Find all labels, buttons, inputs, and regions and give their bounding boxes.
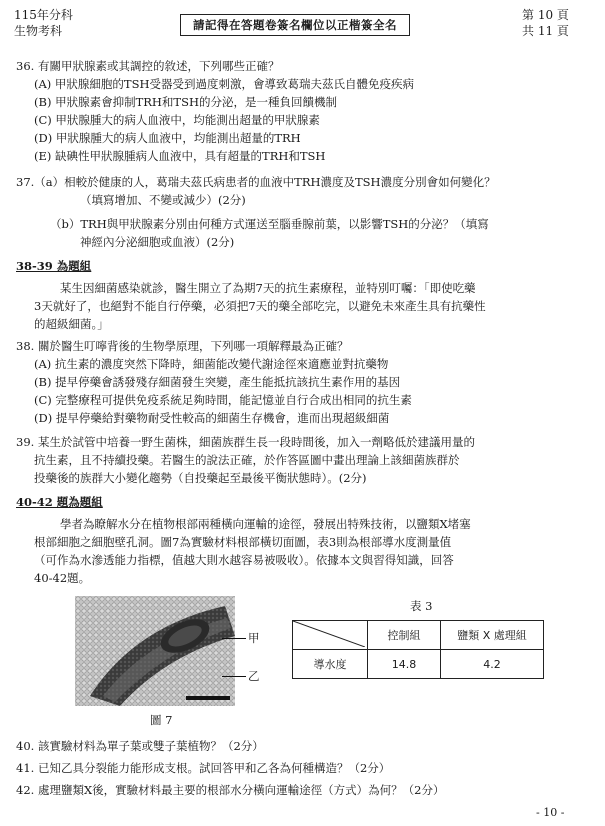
question-42: 42. 處理鹽類X後，實驗材料最主要的根部水分橫向運輸途徑（方式）為何？（2分） [16,783,445,797]
question-39-line3: 投藥後的族群大小變化趨勢（自投藥起至最後平衡狀態時）。(2分) [34,471,367,485]
q38-option-d: (D) 提早停藥給對藥物耐受性較高的細菌生存機會，進而出現超級細菌 [34,411,390,425]
root-cross-section-figure [75,596,235,706]
question-38-stem: 38. 關於醫生叮嚀背後的生物學原理，下列哪一項解釋最為正確？ [16,339,349,353]
q38-option-c: (C) 完整療程可提供免疫系統足夠時間，能記憶並自行合成出相同的抗生素 [34,393,412,407]
root-micrograph-image [75,596,235,706]
table-cell-treatment: 4.2 [441,650,544,679]
table-row-label: 導水度 [293,650,368,679]
figure-label-jia: 甲 [248,631,260,645]
q36-option-a: (A) 甲狀腺細胞的TSH受器受到過度刺激，會導致葛瑞夫茲氏自體免疫疾病 [34,77,415,91]
question-36-stem: 36. 有關甲狀腺素或其調控的敘述，下列哪些正確？ [16,59,280,73]
table-col-control: 控制組 [368,621,441,650]
question-40: 40. 該實驗材料為單子葉或雙子葉植物？（2分） [16,739,264,753]
q36-option-e: (E) 缺碘性甲狀腺腫病人血液中，具有超量的TRH和TSH [34,149,326,163]
question-39-line1: 39. 某生於試管中培養一野生菌株，細菌族群生長一段時間後，加入一劑略低於建議用量的 [16,435,475,449]
group1-para-line1: 某生因細菌感染就診，醫生開立了為期7天的抗生素療程，並特別叮囑：「即使吃藥 [60,281,476,295]
q38-option-a: (A) 抗生素的濃度突然下降時，細菌能改變代謝途徑來適應並對抗藥物 [34,357,389,371]
total-pages: 共 11 頁 [522,24,569,38]
question-39-line2: 抗生素，且不持續投藥。若醫生的說法正確，於作答區圖中畫出理論上該細菌族群於 [34,453,460,467]
table-3-caption: 表 3 [410,599,433,613]
question-37b-line1: （b）TRH與甲狀腺素分別由何種方式運送至腦垂腺前葉，以影響TSH的分泌？（填寫 [50,217,489,231]
label-yi-pointer [222,676,246,677]
q36-option-c: (C) 甲狀腺腫大的病人血液中，均能測出超量的甲狀腺素 [34,113,320,127]
table-cell-control: 14.8 [368,650,441,679]
group1-para-line2: 3天就好了，也絕對不能自行停藥，必須把7天的藥全部吃完，以避免未來產生具有抗藥性 [34,299,486,313]
question-group-38-39-title: 38-39 為題組 [16,259,92,273]
table-3 [292,620,544,679]
page-number: 第 10 頁 [522,8,569,22]
scale-bar [186,696,230,700]
q38-option-b: (B) 提早停藥會誘發殘存細菌發生突變，產生能抵抗該抗生素作用的基因 [34,375,401,389]
group2-para-line2: 根部細胞之細胞壁孔洞。圖7為實驗材料根部橫切面圖，表3則為根部導水度測量值 [34,535,452,549]
exam-year-subject: 115年分科 [14,8,73,22]
figure-label-yi: 乙 [248,669,260,683]
group2-para-line3: （可作為水滲透能力指標，值越大則水越容易被吸收）。依據本文與習得知識，回答 [34,553,454,567]
diagonal-line [293,621,365,647]
q36-option-b: (B) 甲狀腺素會抑制TRH和TSH的分泌，是一種負回饋機制 [34,95,338,109]
question-group-40-42-title: 40-42 題為題組 [16,495,103,509]
question-37b-line2: 神經內分泌細胞或血液）(2分) [80,235,235,249]
table-header-row [293,621,544,650]
label-jia-pointer [222,638,246,639]
question-37a-line2: （填寫增加、不變或減少）(2分) [80,193,246,207]
table-col-treatment: 鹽類 X 處理組 [441,621,544,650]
q36-option-d: (D) 甲狀腺腫大的病人血液中，均能測出超量的TRH [34,131,301,145]
signature-notice-box: 請記得在答題卷簽名欄位以正楷簽全名 [180,14,410,36]
group2-para-line4: 40-42題。 [34,571,91,585]
table-corner-cell [293,621,368,650]
footer-page-number: - 10 - [536,806,565,819]
question-37a-line1: 37.（a）相較於健康的人，葛瑞夫茲氏病患者的血液中TRH濃度及TSH濃度分別會如何變化？ [16,175,496,189]
group2-para-line1: 學者為瞭解水分在植物根部兩種橫向運輸的途徑，發展出特殊技術，以鹽類X堵塞 [60,517,471,531]
figure-7-caption: 圖 7 [150,713,173,727]
question-41: 41. 已知乙具分裂能力能形成支根。試回答甲和乙各為何種構造？（2分） [16,761,391,775]
exam-subject: 生物考科 [14,24,63,38]
group1-para-line3: 的超級細菌。」 [34,317,109,331]
table-row [293,650,544,679]
